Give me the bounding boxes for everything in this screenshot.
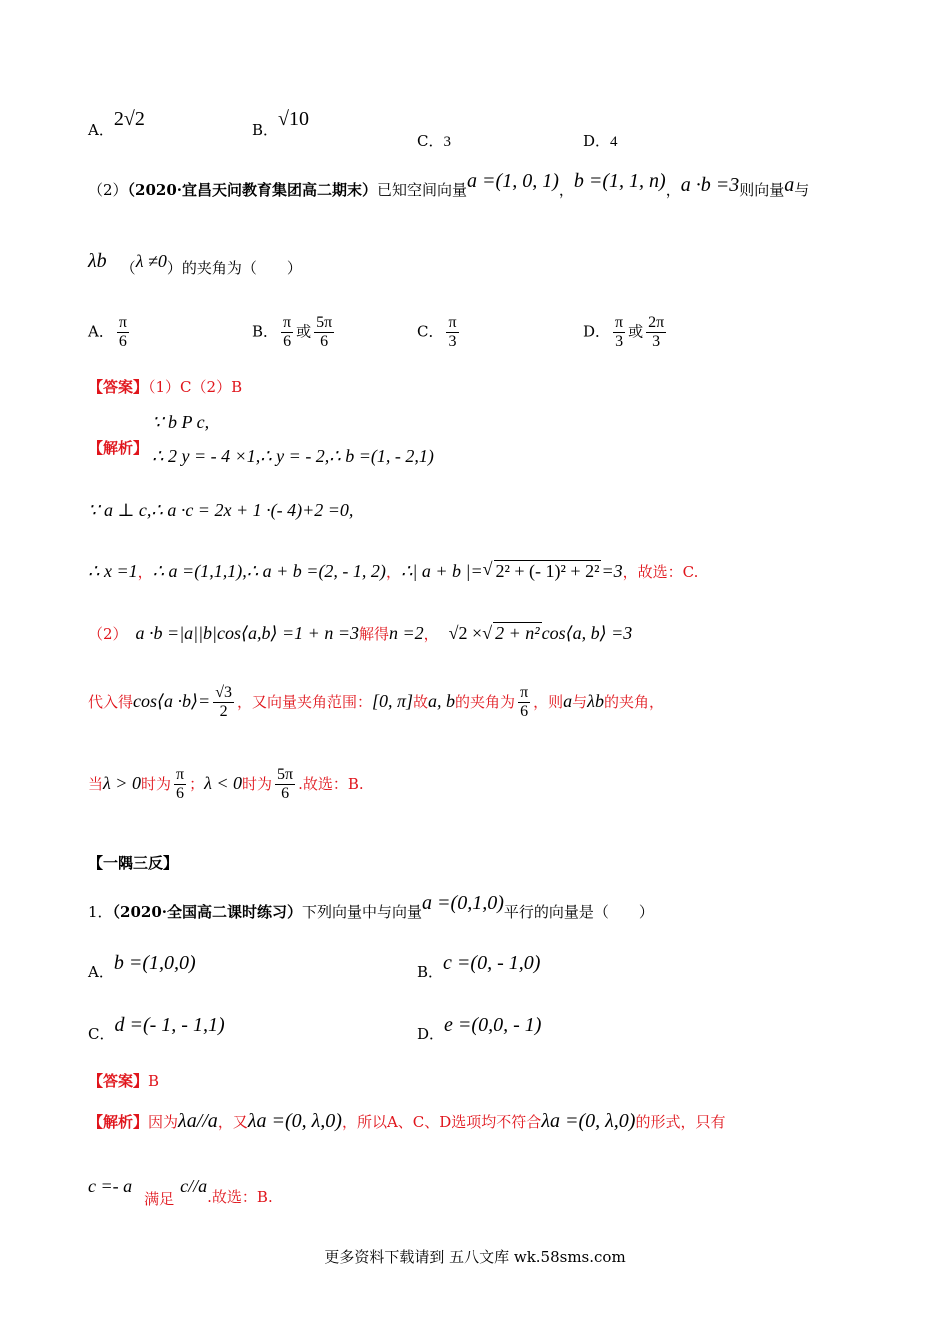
text: 的形式，只有: [635, 1113, 726, 1131]
math: λ > 0: [103, 773, 141, 793]
analysis-part-4: [88, 766, 364, 803]
analysis-line-3: ∵ a ⊥ c,∴ a ·c = 2x + 1 ·(- 4)+2 =0,: [88, 500, 354, 520]
math: ∴| a + b |=: [400, 561, 483, 581]
math: λ < 0: [204, 773, 243, 793]
numerator: π: [118, 314, 127, 331]
text: 与: [572, 693, 588, 711]
fraction: [117, 314, 129, 351]
numerator: π: [448, 314, 457, 331]
stem-text: 则向量: [739, 181, 785, 199]
option-value: e =(0,0, - 1): [444, 1014, 542, 1036]
denominator: 3: [448, 333, 457, 350]
option-label: B．: [252, 322, 279, 341]
stem-text: 平行的向量是（ ）: [503, 903, 654, 921]
sqrt-expr: 2² + (- 1)² + 2²: [495, 561, 600, 581]
fraction: [646, 314, 666, 351]
math: [0, π]: [372, 691, 414, 711]
q2-option-a: [88, 314, 132, 351]
option-value: 4: [610, 134, 618, 150]
q1-option-a: [88, 108, 145, 141]
numerator: π: [520, 684, 529, 701]
question-source: （2020·宜昌天问教育集团高二期末）: [127, 181, 378, 199]
math: λa//a: [178, 1110, 218, 1132]
fraction: [174, 766, 186, 803]
separator: ，: [558, 181, 574, 199]
option-label: D．: [583, 132, 611, 150]
q2-option-d: [583, 314, 669, 351]
math: λb: [587, 691, 604, 711]
question-number: 1．: [88, 903, 113, 921]
fraction: [213, 684, 234, 721]
option-label: C．: [417, 322, 444, 341]
answer-2: [88, 1070, 159, 1091]
denominator: 6: [176, 785, 185, 802]
fraction: [518, 684, 530, 721]
math: c//a: [180, 1176, 208, 1196]
vector-a: a =(1, 0, 1): [467, 170, 559, 192]
option-label: C．: [88, 1025, 115, 1043]
exercise-1-option-d: [417, 1014, 542, 1045]
question-number: （2）: [88, 181, 128, 199]
lambda-condition: λ ≠0: [135, 251, 167, 271]
q1-option-c: [417, 130, 451, 151]
q2-stem-line2: [88, 250, 302, 279]
option-value: c =(0, - 1,0): [443, 952, 541, 974]
denominator: 6: [281, 785, 290, 802]
dot-product: a ·b =3: [680, 174, 740, 196]
text: ，则: [533, 693, 564, 711]
separator: ，: [665, 181, 681, 199]
math: λa =(0, λ,0): [541, 1110, 636, 1132]
q2-option-b: [252, 314, 337, 351]
option-label: D．: [583, 322, 611, 341]
text: 时为: [140, 775, 171, 793]
analysis-line-4: ∴ x =1，∴ a =(1,1,1),∴ a + b =(2, - 1, 2)，∴| a + b |=√ 2² + (- 1)² + 2² =3，故选：C.: [88, 559, 699, 581]
vector-a-symbol: a: [784, 174, 795, 196]
math: λa =(0, λ,0): [247, 1110, 342, 1132]
footer-text: 更多资料下载请到 五八文库 wk.58sms.com: [324, 1248, 626, 1266]
fraction: [446, 314, 458, 351]
fraction: [281, 314, 293, 351]
text: 满足: [144, 1190, 175, 1208]
stem-text: 的夹角为（ ）: [181, 259, 302, 277]
math: cos⟨a ·b⟩=: [133, 691, 211, 711]
denominator: 3: [652, 333, 661, 350]
text: 因为: [148, 1113, 179, 1131]
q2-stem-line1: [88, 170, 810, 201]
numerator: π: [615, 314, 624, 331]
math: ∴ a =(1,1,1),∴ a + b =(2, - 1, 2): [152, 561, 386, 581]
option-value: 3: [443, 134, 451, 150]
stem-text: 与: [794, 181, 810, 199]
lambda-b: λb: [88, 250, 107, 272]
sqrt-expr: 2 + n²: [495, 623, 540, 643]
q2-option-c: [417, 314, 462, 351]
numerator: 5π: [277, 766, 294, 783]
punct: ，: [137, 563, 153, 581]
stem-text: 已知空间向量: [377, 181, 468, 199]
exercise-1-stem: [88, 892, 654, 923]
paren: ）: [166, 259, 182, 277]
text: 时为: [242, 775, 273, 793]
or-text: 或: [628, 322, 644, 341]
answer-tag: 【答案】: [88, 378, 149, 396]
denominator: 6: [520, 703, 529, 720]
text: 的夹角为: [455, 693, 516, 711]
question-source: （2020·全国高二课时练习）: [112, 903, 303, 921]
or-text: 或: [296, 322, 312, 341]
numerator: 5π: [316, 314, 333, 331]
analysis-tag: 【解析】: [88, 439, 149, 457]
text: ，所以A、C、D选项均不符合: [341, 1113, 542, 1131]
option-value: b =(1,0,0): [113, 952, 196, 974]
analysis-line-2: ∴ 2 y = - 4 ×1,∴ y = - 2,∴ b =(1, - 2,1): [152, 446, 434, 466]
math: n =2: [388, 623, 424, 643]
q1-option-b: [252, 108, 310, 141]
text: 的夹角，: [603, 693, 664, 711]
text: 代入得: [88, 693, 134, 711]
section-heading: 【一隅三反】: [88, 854, 179, 872]
option-label: D．: [417, 1025, 445, 1043]
numerator: π: [175, 766, 185, 783]
math: c =- a: [88, 1176, 133, 1196]
vector-a: a =(0,1,0): [422, 892, 504, 914]
numerator: √3: [215, 684, 232, 701]
option-label: C．: [417, 132, 444, 150]
analysis-part-3: [88, 684, 664, 721]
option-label: A．: [88, 963, 114, 981]
text: 故: [413, 693, 429, 711]
denominator: 2: [219, 703, 228, 720]
exercise-1-option-c: [88, 1014, 225, 1045]
text: .故选：B.: [298, 775, 364, 793]
option-value: 2√2: [113, 108, 145, 130]
text: ；: [189, 775, 205, 793]
option-label: B．: [252, 121, 279, 139]
math: a ·b =|a||b|cos⟨a,b⟩ =1 + n =3: [135, 623, 359, 643]
analysis-2-line-2: [88, 1176, 273, 1208]
math: cos⟨a, b⟩ =3: [541, 623, 633, 643]
analysis-part-2: （2） a ·b =|a||b|cos⟨a,b⟩ =1 + n =3解得n =2， √2 ×√ 2 + n² cos⟨a, b⟩ =3: [88, 623, 633, 643]
text: ，又: [217, 1113, 248, 1131]
answer-text: B: [148, 1072, 160, 1090]
fraction: [613, 314, 625, 351]
fraction: [275, 766, 295, 803]
math: ∴ x =1: [88, 561, 138, 581]
option-value: d =(- 1, - 1,1): [114, 1014, 225, 1036]
math: √2 ×: [448, 623, 483, 643]
option-label: A．: [88, 121, 114, 139]
text: 当: [88, 775, 104, 793]
option-label: A．: [88, 322, 114, 341]
text: ，又向量夹角范围：: [236, 693, 372, 711]
numerator: π: [283, 314, 292, 331]
punct: ，: [385, 563, 401, 581]
answer-tag: 【答案】: [88, 1072, 149, 1090]
paren: （: [120, 259, 136, 277]
text: 解得: [358, 625, 389, 643]
part-number: （2）: [88, 625, 128, 643]
analysis-line-1: ∵ b P c,: [152, 412, 210, 432]
q1-option-d: [583, 130, 618, 151]
text: .故选：B.: [207, 1188, 273, 1206]
math: a, b: [428, 691, 456, 711]
numerator: 2π: [648, 314, 665, 331]
exercise-1-option-b: [417, 952, 541, 983]
answer-1: [88, 376, 242, 397]
denominator: 3: [615, 333, 624, 350]
option-value: √10: [278, 108, 310, 130]
vector-b: b =(1, 1, n): [573, 170, 666, 192]
exercise-1-option-a: [88, 952, 196, 983]
option-label: B．: [417, 963, 444, 981]
analysis-2-line-1: [88, 1110, 725, 1133]
stem-text: 下列向量中与向量: [302, 903, 423, 921]
conclusion: ，故选：C.: [622, 563, 699, 581]
denominator: 6: [283, 333, 292, 350]
answer-text: （1）C（2）B: [148, 378, 243, 396]
analysis-tag: 【解析】: [88, 1113, 149, 1131]
punct: ，: [423, 625, 439, 643]
denominator: 6: [118, 333, 127, 350]
denominator: 6: [320, 333, 329, 350]
math: =3: [601, 561, 623, 581]
fraction: [314, 314, 334, 351]
math: a: [563, 691, 573, 711]
